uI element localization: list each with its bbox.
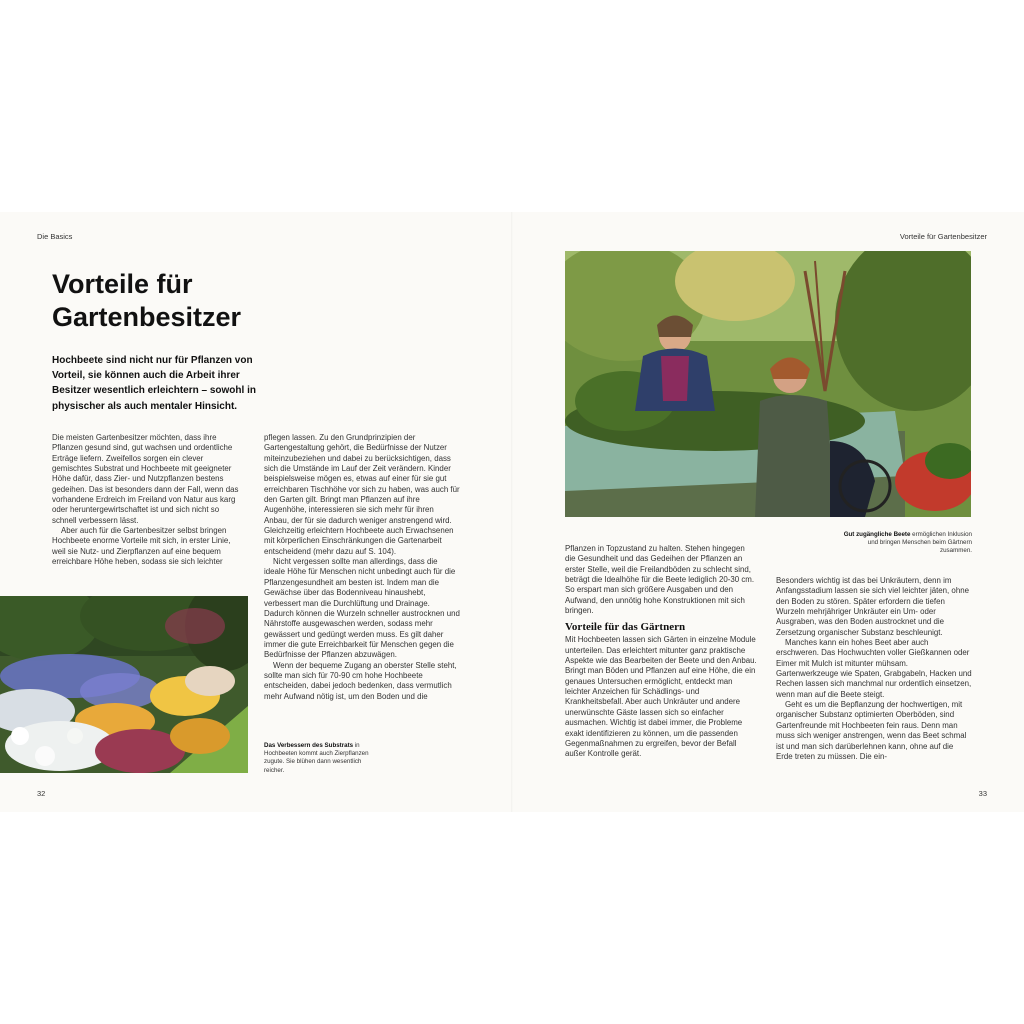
raised-bed-gardening-photo (565, 251, 971, 517)
photo-caption-right (840, 531, 972, 556)
page-number-left: 32 (37, 789, 46, 798)
page-number-right: 33 (978, 789, 987, 798)
caption-text: ermöglichen Inklusion und bringen Menschen beim Gärtnern zusammen. (867, 531, 972, 555)
running-head-right: Vorteile für Gartenbesitzer (899, 232, 987, 241)
title-line-1: Vorteile für (52, 269, 193, 299)
page-title (52, 268, 241, 334)
paragraph: Manches kann ein hohes Beet aber auch erschweren. Das Hochwuchten voller Gießkannen oder Eimer mit Mulch ist mitunter mühsam. Gartenwerkzeuge wie Spaten, Grabgabeln, Hacken und Rechen lassen sich manchmal nur ordentlich einsetzen, wenn man auf die Beete steigt. (776, 638, 972, 699)
paragraph: pflegen lassen. Zu den Grundprinzipien der Gartengestaltung gehört, die Bedürfnisse der Nutzer miteinzubeziehen und dabei zu berücksichtigen, dass sich die Umstände im Lauf der Zeit verändern. Kinder beispielsweise mögen es, etwas auf einer für sie gut erreichbaren Tischhöhe vor sich zu haben, was auch für den Garten gilt. Bringt man Pflanzen auf ihre Augenhöhe, interessieren sie sich mehr für ihren Anbau, der für sie dadurch weniger anstrengend wird. Gleichzeitig erleichtern Hochbeete auch Erwachsenen mit körperlichen Einschränkungen die Gartenarbeit entscheidend (mehr dazu auf S. 104). (264, 433, 460, 556)
paragraph: Die meisten Gartenbesitzer möchten, dass ihre Pflanzen gesund sind, gut wachsen und ordentliche Erträge liefern. Zweifellos sorgen ein clever gemischtes Substrat und Hochbeete mit geeigneter Höhe dafür, dass Zier- und Nutzpflanzen bestens gedeihen. Das ist besonders dann der Fall, wenn das vorhandene Erdreich im Freiland von Natur aus karg oder heruntergewirtschaftet ist und sich nicht so schnell verbessern lässt. (52, 433, 239, 525)
caption-bold: Gut zugängliche Beete (843, 531, 911, 538)
subheading: Vorteile für das Gärtnern (565, 621, 686, 634)
paragraph: Aber auch für die Gartenbesitzer selbst bringen Hochbeete enorme Vorteile mit sich, in erster Linie, weil sie Nutz- und Zierpflanzen auf eine bequem erreichbare Höhe heben, sodass sie sich leichter (52, 526, 231, 567)
title-line-2: Gartenbesitzer (52, 302, 242, 332)
lead-paragraph: Hochbeete sind nicht nur für Pflanzen von Vorteil, sie können auch die Arbeit ihrer Besitzer wesentlich erleichtern – sowohl in physischer als auch mentaler Hinsicht. (52, 355, 256, 412)
paragraph: Nicht vergessen sollte man allerdings, dass die ideale Höhe für Menschen nicht unbedingt auch für die Pflanzengesundheit am besten ist. Indem man die Gewächse über das Bodenniveau hinaushebt, verbessert man die Durchlüftung und Drainage. Dadurch können die Wurzeln schneller austrocknen und Nährstoffe ausgewaschen werden, sodass mehr gewässert und gedüngt werden muss. Es gilt daher immer die gute Erreichbarkeit für Menschen gegen die Bedürfnisse der Pflanzen abzuwägen. (264, 557, 460, 660)
caption-text: in Hochbeeten kommt auch Zierpflanzen zugute. Sie blühen dann wesentlich reicher. (264, 742, 369, 774)
gutter-shadow (511, 212, 513, 812)
paragraph: Wenn der bequeme Zugang an oberster Stelle steht, sollte man sich für 70-90 cm hohe Hochbeete entscheiden, dabei jedoch bedenken, dass vermutlich mehr Aufwand nötig ist, um den Boden und die (264, 660, 457, 701)
left-column-1 (52, 433, 243, 567)
right-column-2 (776, 576, 972, 762)
photo-caption-left (264, 742, 374, 775)
caption-bold: Das Verbessern des Substrats (264, 742, 354, 749)
paragraph: Besonders wichtig ist das bei Unkräutern, denn im Anfangsstadium lassen sie sich viel leichter jäten, ohne den Boden zu stören. Später erfordern die tiefen Wurzeln mehrjähriger Unkräuter ein Um- oder Ausgraben, was den Boden austrocknet und die Zersetzung organischer Substanz beschleunigt. (776, 576, 969, 637)
flower-border-photo (0, 596, 248, 773)
left-column-2 (264, 433, 460, 702)
right-column-1 (565, 544, 757, 760)
paragraph: Pflanzen in Topzustand zu halten. Stehen hingegen die Gesundheit und das Gedeihen der Pflanzen an erster Stelle, weil die Freilandböden zu schlecht sind, beträgt die Idealhöhe für die Beete lediglich 20-30 cm. So erspart man sich größere Ausgaben und den Aufwand, den unnötig hohe Konstruktionen mit sich bringen. (565, 544, 755, 616)
paragraph: Geht es um die Bepflanzung der hochwertigen, mit organischer Substanz optimierten Oberböden, sind Gartenfreunde mit Hochbeeten fein raus. Denn man muss sich weniger anstrengen, wenn das Beet schmal ist und man sich darüberlehnen kann, ohne auf die Erde treten zu müssen. Die ein- (776, 700, 967, 761)
running-head-left: Die Basics (37, 232, 73, 241)
paragraph: Mit Hochbeeten lassen sich Gärten in einzelne Module unterteilen. Das erleichtert mitunter ganz praktische Aspekte wie das Bearbeiten der Beete und den Anbau. Bringt man Böden und Pflanzen auf eine Höhe, die ein genaues Untersuchen ermöglicht, entdeckt man leichter Anzeichen für Schädlings- und Krankheitsbefall. Aber auch Unkräuter und andere unerwünschte Gäste lassen sich so einfacher ausmachen. Wichtig ist dabei immer, die Probleme exakt identifizieren zu können, um die passenden Gegenmaßnahmen zu ergreifen, bevor der Befall außer Kontrolle gerät. (565, 635, 757, 759)
